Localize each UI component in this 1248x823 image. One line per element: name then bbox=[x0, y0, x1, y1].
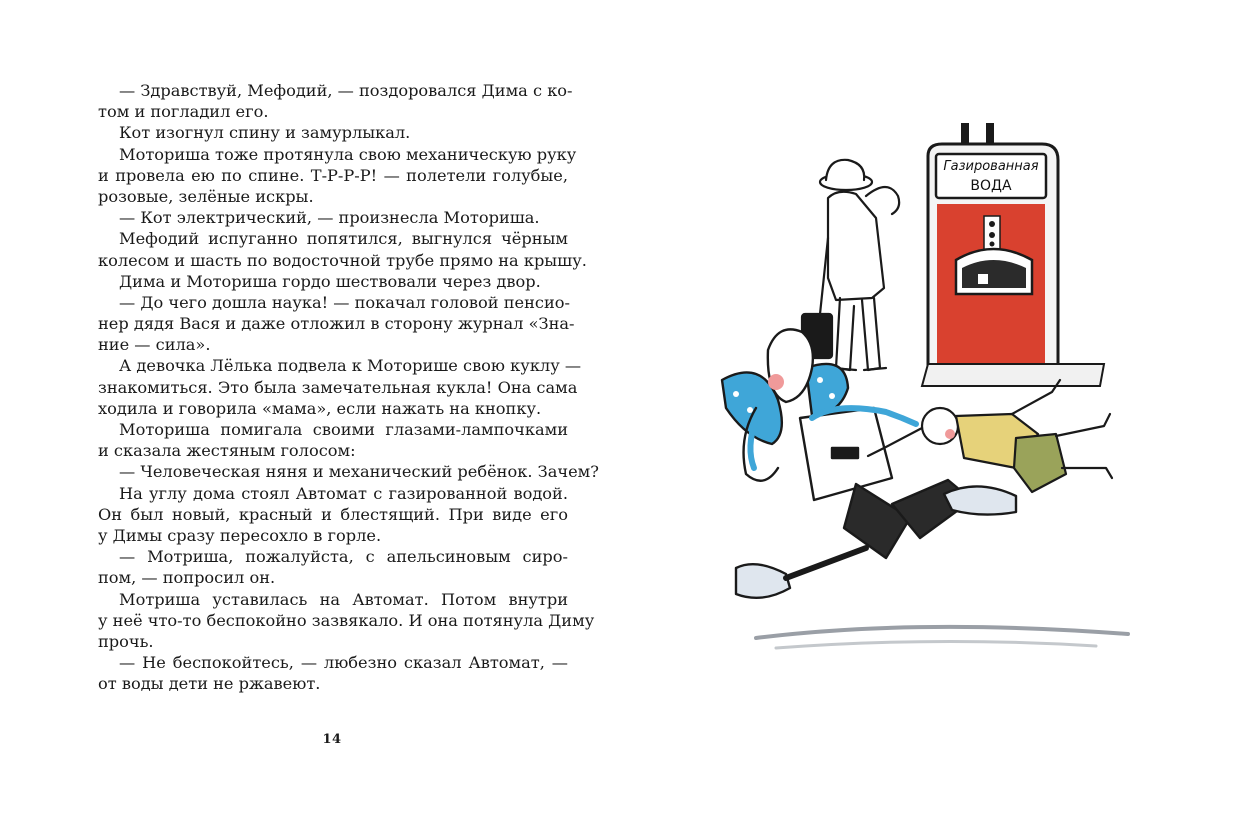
soda-machine-sign-line1: Газированная bbox=[943, 159, 1039, 174]
text-line: прочь. bbox=[98, 631, 154, 651]
text-line: у неё что-то беспокойно зазвякало. И она потянула Диму bbox=[98, 610, 595, 630]
story-text bbox=[98, 80, 599, 694]
page-number: 14 bbox=[322, 732, 342, 747]
text-line: — Мотриша, пожалуйста, с апельсиновым сиро- bbox=[119, 547, 568, 567]
text-line: А девочка Лёлька подвела к Моторише свою куклу — bbox=[119, 356, 582, 376]
right-page bbox=[624, 0, 1248, 823]
illustration-drawing bbox=[716, 118, 1156, 658]
text-line: том и погладил его. bbox=[98, 102, 269, 122]
text-line: — Человеческая няня и механический ребёнок. Зачем? bbox=[119, 462, 599, 482]
story-illustration bbox=[716, 118, 1156, 658]
text-line: Мотриша уставилась на Автомат. Потом внутри bbox=[119, 589, 568, 609]
text-line: Он был новый, красный и блестящий. При виде его bbox=[98, 504, 568, 524]
text-line: — Здравствуй, Мефодий, — поздоровался Дима с ко- bbox=[119, 81, 573, 100]
text-line: у Димы сразу пересохло в горле. bbox=[98, 525, 382, 545]
text-line: нер дядя Вася и даже отложил в сторону журнал «Зна- bbox=[98, 314, 575, 334]
text-line: пом, — попросил он. bbox=[98, 568, 276, 588]
ground-shadow bbox=[756, 627, 1128, 638]
text-line: ние — сила». bbox=[98, 335, 211, 355]
text-line: ходила и говорила «мама», если нажать на кнопку. bbox=[98, 398, 542, 418]
text-line: от воды дети не ржавеют. bbox=[98, 674, 321, 694]
text-line: и провела ею по спине. Т-Р-Р-Р! — полетели голубые, bbox=[98, 165, 568, 185]
text-line: — Не беспокойтесь, — любезно сказал Автомат, — bbox=[119, 653, 568, 673]
text-line: знакомиться. Это была замечательная кукла! Она сама bbox=[98, 377, 578, 397]
text-line: и сказала жестяным голосом: bbox=[98, 441, 356, 461]
text-line: На углу дома стоял Автомат с газированной водой. bbox=[119, 483, 568, 503]
text-line: колесом и шасть по водосточной трубе прямо на крышу. bbox=[98, 250, 587, 270]
old-man-figure bbox=[802, 160, 899, 370]
text-line: — Кот электрический, — произнесла Моториша. bbox=[119, 208, 540, 228]
text-line: розовые, зелёные искры. bbox=[98, 186, 314, 206]
text-line: — До чего дошла наука! — покачал головой пенсио- bbox=[119, 292, 570, 312]
text-line: Моториша помигала своими глазами-лампочками bbox=[119, 420, 568, 439]
soda-machine-sign-line2: ВОДА bbox=[970, 178, 1012, 194]
text-line: Моториша тоже протянула свою механическую руку bbox=[119, 144, 577, 164]
boy-figure bbox=[868, 380, 1112, 492]
text-line: Дима и Моториша гордо шествовали через двор. bbox=[119, 271, 541, 291]
ground-shadow-light bbox=[776, 641, 1096, 648]
text-line: Кот изогнул спину и замурлыкал. bbox=[119, 123, 411, 143]
text-line: Мефодий испуганно попятился, выгнулся чёрным bbox=[119, 229, 568, 249]
